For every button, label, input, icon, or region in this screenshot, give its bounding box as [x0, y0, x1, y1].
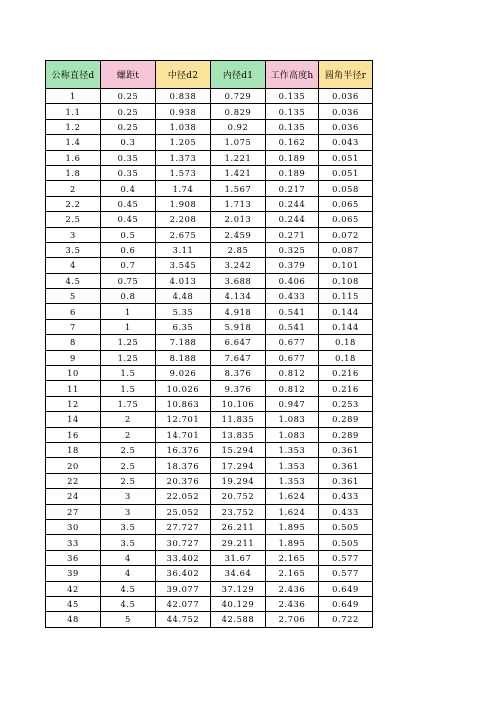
cell-minor-diameter: 3.242 — [211, 258, 266, 273]
cell-working-height: 0.325 — [266, 242, 319, 257]
cell-minor-diameter: 23.752 — [211, 504, 266, 519]
cell-working-height: 0.189 — [266, 165, 319, 180]
table-row — [46, 504, 373, 519]
cell-minor-diameter: 3.688 — [211, 273, 266, 288]
cell-minor-diameter: 8.376 — [211, 366, 266, 381]
table-row — [46, 396, 373, 411]
table-row — [46, 550, 373, 565]
cell-fillet-radius: 0.108 — [319, 273, 373, 288]
table-row — [46, 227, 373, 242]
table-body — [46, 89, 373, 628]
cell-nominal-diameter: 9 — [46, 350, 101, 365]
cell-minor-diameter: 17.294 — [211, 458, 266, 473]
cell-minor-diameter: 1.567 — [211, 181, 266, 196]
cell-pitch: 0.35 — [101, 150, 156, 165]
table-row — [46, 289, 373, 304]
cell-working-height: 1.353 — [266, 442, 319, 457]
cell-pitch-diameter: 4.013 — [156, 273, 211, 288]
cell-minor-diameter: 2.459 — [211, 227, 266, 242]
cell-fillet-radius: 0.577 — [319, 550, 373, 565]
cell-nominal-diameter: 1.4 — [46, 135, 101, 150]
table-row — [46, 89, 373, 104]
cell-fillet-radius: 0.649 — [319, 581, 373, 596]
cell-nominal-diameter: 42 — [46, 581, 101, 596]
cell-fillet-radius: 0.361 — [319, 442, 373, 457]
table-row — [46, 612, 373, 627]
cell-nominal-diameter: 6 — [46, 304, 101, 319]
cell-nominal-diameter: 48 — [46, 612, 101, 627]
cell-pitch-diameter: 1.74 — [156, 181, 211, 196]
cell-working-height: 0.677 — [266, 335, 319, 350]
cell-working-height: 0.812 — [266, 381, 319, 396]
cell-pitch-diameter: 18.376 — [156, 458, 211, 473]
cell-nominal-diameter: 10 — [46, 366, 101, 381]
cell-fillet-radius: 0.722 — [319, 612, 373, 627]
cell-pitch-diameter: 3.545 — [156, 258, 211, 273]
cell-minor-diameter: 4.918 — [211, 304, 266, 319]
cell-pitch-diameter: 14.701 — [156, 427, 211, 442]
cell-pitch: 0.35 — [101, 165, 156, 180]
cell-working-height: 0.812 — [266, 366, 319, 381]
cell-fillet-radius: 0.036 — [319, 89, 373, 104]
table-row — [46, 319, 373, 334]
cell-pitch: 0.25 — [101, 89, 156, 104]
thread-spec-table — [45, 60, 373, 628]
cell-nominal-diameter: 1.6 — [46, 150, 101, 165]
cell-working-height: 0.433 — [266, 289, 319, 304]
cell-fillet-radius: 0.18 — [319, 350, 373, 365]
cell-fillet-radius: 0.043 — [319, 135, 373, 150]
cell-pitch: 1.25 — [101, 335, 156, 350]
cell-working-height: 0.541 — [266, 304, 319, 319]
cell-fillet-radius: 0.065 — [319, 196, 373, 211]
cell-pitch: 0.7 — [101, 258, 156, 273]
cell-pitch: 3 — [101, 489, 156, 504]
cell-fillet-radius: 0.253 — [319, 396, 373, 411]
cell-working-height: 2.165 — [266, 550, 319, 565]
table-row — [46, 196, 373, 211]
table-row — [46, 150, 373, 165]
cell-working-height: 1.624 — [266, 504, 319, 519]
cell-pitch-diameter: 0.938 — [156, 104, 211, 119]
table-row — [46, 596, 373, 611]
cell-working-height: 0.162 — [266, 135, 319, 150]
cell-pitch: 2.5 — [101, 442, 156, 457]
table-row — [46, 119, 373, 134]
cell-nominal-diameter: 20 — [46, 458, 101, 473]
cell-minor-diameter: 5.918 — [211, 319, 266, 334]
cell-nominal-diameter: 2.5 — [46, 212, 101, 227]
cell-working-height: 2.436 — [266, 596, 319, 611]
cell-nominal-diameter: 4 — [46, 258, 101, 273]
cell-minor-diameter: 20.752 — [211, 489, 266, 504]
cell-pitch-diameter: 0.838 — [156, 89, 211, 104]
cell-fillet-radius: 0.101 — [319, 258, 373, 273]
table-row — [46, 273, 373, 288]
header-minor-diameter: 内径d1 — [211, 61, 266, 89]
header-fillet-radius: 圆角半径r — [319, 61, 373, 89]
cell-pitch: 4 — [101, 550, 156, 565]
cell-working-height: 1.083 — [266, 412, 319, 427]
cell-nominal-diameter: 22 — [46, 473, 101, 488]
cell-working-height: 1.083 — [266, 427, 319, 442]
cell-fillet-radius: 0.505 — [319, 519, 373, 534]
cell-minor-diameter: 2.85 — [211, 242, 266, 257]
cell-minor-diameter: 1.421 — [211, 165, 266, 180]
cell-pitch-diameter: 2.208 — [156, 212, 211, 227]
cell-pitch-diameter: 4.48 — [156, 289, 211, 304]
table-row — [46, 242, 373, 257]
cell-fillet-radius: 0.216 — [319, 381, 373, 396]
cell-working-height: 0.947 — [266, 396, 319, 411]
table-row — [46, 412, 373, 427]
table-row — [46, 212, 373, 227]
cell-pitch: 0.6 — [101, 242, 156, 257]
cell-working-height: 0.135 — [266, 119, 319, 134]
cell-pitch-diameter: 1.573 — [156, 165, 211, 180]
table-row — [46, 181, 373, 196]
cell-pitch: 3.5 — [101, 535, 156, 550]
cell-pitch: 5 — [101, 612, 156, 627]
cell-pitch-diameter: 30.727 — [156, 535, 211, 550]
cell-fillet-radius: 0.144 — [319, 304, 373, 319]
cell-minor-diameter: 1.713 — [211, 196, 266, 211]
cell-pitch-diameter: 44.752 — [156, 612, 211, 627]
cell-pitch: 4 — [101, 566, 156, 581]
cell-nominal-diameter: 3 — [46, 227, 101, 242]
cell-nominal-diameter: 4.5 — [46, 273, 101, 288]
cell-minor-diameter: 40.129 — [211, 596, 266, 611]
cell-pitch: 2 — [101, 412, 156, 427]
cell-pitch-diameter: 27.727 — [156, 519, 211, 534]
cell-pitch: 0.25 — [101, 119, 156, 134]
cell-nominal-diameter: 14 — [46, 412, 101, 427]
cell-minor-diameter: 0.729 — [211, 89, 266, 104]
cell-pitch-diameter: 1.908 — [156, 196, 211, 211]
cell-pitch-diameter: 10.026 — [156, 381, 211, 396]
cell-pitch-diameter: 12.701 — [156, 412, 211, 427]
cell-pitch-diameter: 42.077 — [156, 596, 211, 611]
cell-pitch: 0.5 — [101, 227, 156, 242]
cell-minor-diameter: 1.075 — [211, 135, 266, 150]
cell-fillet-radius: 0.505 — [319, 535, 373, 550]
table-row — [46, 427, 373, 442]
cell-pitch: 0.25 — [101, 104, 156, 119]
cell-nominal-diameter: 11 — [46, 381, 101, 396]
cell-nominal-diameter: 39 — [46, 566, 101, 581]
cell-minor-diameter: 6.647 — [211, 335, 266, 350]
cell-fillet-radius: 0.036 — [319, 119, 373, 134]
cell-minor-diameter: 26.211 — [211, 519, 266, 534]
table-row — [46, 135, 373, 150]
table-row — [46, 489, 373, 504]
cell-working-height: 0.135 — [266, 89, 319, 104]
cell-fillet-radius: 0.036 — [319, 104, 373, 119]
cell-minor-diameter: 0.829 — [211, 104, 266, 119]
table-row — [46, 350, 373, 365]
cell-fillet-radius: 0.072 — [319, 227, 373, 242]
cell-minor-diameter: 42.588 — [211, 612, 266, 627]
header-pitch-diameter: 中径d2 — [156, 61, 211, 89]
cell-pitch: 4.5 — [101, 581, 156, 596]
cell-pitch: 1.25 — [101, 350, 156, 365]
cell-working-height: 2.436 — [266, 581, 319, 596]
cell-fillet-radius: 0.087 — [319, 242, 373, 257]
cell-minor-diameter: 1.221 — [211, 150, 266, 165]
cell-working-height: 2.165 — [266, 566, 319, 581]
cell-working-height: 0.217 — [266, 181, 319, 196]
cell-fillet-radius: 0.058 — [319, 181, 373, 196]
cell-pitch: 1.5 — [101, 366, 156, 381]
header-nominal-diameter: 公称直径d — [46, 61, 101, 89]
cell-nominal-diameter: 3.5 — [46, 242, 101, 257]
cell-pitch-diameter: 5.35 — [156, 304, 211, 319]
table-row — [46, 473, 373, 488]
table-row — [46, 258, 373, 273]
cell-working-height: 0.244 — [266, 212, 319, 227]
cell-fillet-radius: 0.18 — [319, 335, 373, 350]
cell-working-height: 0.135 — [266, 104, 319, 119]
cell-fillet-radius: 0.216 — [319, 366, 373, 381]
cell-pitch: 0.8 — [101, 289, 156, 304]
cell-nominal-diameter: 30 — [46, 519, 101, 534]
cell-pitch-diameter: 6.35 — [156, 319, 211, 334]
cell-pitch-diameter: 22.052 — [156, 489, 211, 504]
cell-nominal-diameter: 24 — [46, 489, 101, 504]
table-row — [46, 304, 373, 319]
cell-working-height: 0.271 — [266, 227, 319, 242]
cell-pitch: 1.5 — [101, 381, 156, 396]
cell-pitch-diameter: 9.026 — [156, 366, 211, 381]
cell-pitch: 2 — [101, 427, 156, 442]
table-row — [46, 381, 373, 396]
cell-fillet-radius: 0.433 — [319, 504, 373, 519]
cell-minor-diameter: 37.129 — [211, 581, 266, 596]
cell-nominal-diameter: 1.2 — [46, 119, 101, 134]
cell-pitch: 2.5 — [101, 458, 156, 473]
cell-fillet-radius: 0.361 — [319, 458, 373, 473]
cell-working-height: 0.379 — [266, 258, 319, 273]
cell-nominal-diameter: 45 — [46, 596, 101, 611]
cell-nominal-diameter: 5 — [46, 289, 101, 304]
cell-fillet-radius: 0.289 — [319, 427, 373, 442]
cell-minor-diameter: 15.294 — [211, 442, 266, 457]
cell-nominal-diameter: 8 — [46, 335, 101, 350]
cell-nominal-diameter: 12 — [46, 396, 101, 411]
cell-pitch: 4.5 — [101, 596, 156, 611]
cell-pitch: 3.5 — [101, 519, 156, 534]
cell-pitch-diameter: 1.038 — [156, 119, 211, 134]
cell-minor-diameter: 13.835 — [211, 427, 266, 442]
cell-working-height: 1.353 — [266, 473, 319, 488]
cell-nominal-diameter: 27 — [46, 504, 101, 519]
cell-pitch-diameter: 10.863 — [156, 396, 211, 411]
cell-minor-diameter: 29.211 — [211, 535, 266, 550]
cell-pitch: 1.75 — [101, 396, 156, 411]
table-row — [46, 442, 373, 457]
cell-minor-diameter: 7.647 — [211, 350, 266, 365]
cell-nominal-diameter: 36 — [46, 550, 101, 565]
cell-working-height: 0.244 — [266, 196, 319, 211]
cell-nominal-diameter: 1 — [46, 89, 101, 104]
cell-pitch-diameter: 1.205 — [156, 135, 211, 150]
cell-working-height: 0.677 — [266, 350, 319, 365]
cell-working-height: 0.406 — [266, 273, 319, 288]
cell-pitch: 0.3 — [101, 135, 156, 150]
cell-pitch: 2.5 — [101, 473, 156, 488]
table-row — [46, 366, 373, 381]
cell-pitch: 1 — [101, 319, 156, 334]
cell-working-height: 0.189 — [266, 150, 319, 165]
header-pitch: 螺距t — [101, 61, 156, 89]
cell-nominal-diameter: 33 — [46, 535, 101, 550]
cell-fillet-radius: 0.577 — [319, 566, 373, 581]
cell-working-height: 1.895 — [266, 519, 319, 534]
cell-nominal-diameter: 1.1 — [46, 104, 101, 119]
cell-pitch-diameter: 3.11 — [156, 242, 211, 257]
cell-minor-diameter: 31.67 — [211, 550, 266, 565]
table-row — [46, 519, 373, 534]
cell-pitch-diameter: 33.402 — [156, 550, 211, 565]
cell-fillet-radius: 0.361 — [319, 473, 373, 488]
cell-pitch: 3 — [101, 504, 156, 519]
table-row — [46, 535, 373, 550]
cell-working-height: 0.541 — [266, 319, 319, 334]
header-working-height: 工作高度h — [266, 61, 319, 89]
table-header-row — [46, 61, 373, 89]
cell-minor-diameter: 9.376 — [211, 381, 266, 396]
cell-pitch-diameter: 8.188 — [156, 350, 211, 365]
cell-pitch: 0.45 — [101, 196, 156, 211]
cell-minor-diameter: 34.64 — [211, 566, 266, 581]
table-row — [46, 458, 373, 473]
cell-fillet-radius: 0.115 — [319, 289, 373, 304]
cell-minor-diameter: 0.92 — [211, 119, 266, 134]
cell-fillet-radius: 0.051 — [319, 165, 373, 180]
cell-minor-diameter: 11.835 — [211, 412, 266, 427]
cell-pitch-diameter: 39.077 — [156, 581, 211, 596]
cell-nominal-diameter: 18 — [46, 442, 101, 457]
cell-working-height: 2.706 — [266, 612, 319, 627]
cell-pitch-diameter: 36.402 — [156, 566, 211, 581]
cell-nominal-diameter: 7 — [46, 319, 101, 334]
cell-working-height: 1.353 — [266, 458, 319, 473]
cell-pitch: 1 — [101, 304, 156, 319]
cell-working-height: 1.624 — [266, 489, 319, 504]
cell-nominal-diameter: 1.8 — [46, 165, 101, 180]
cell-pitch: 0.75 — [101, 273, 156, 288]
cell-pitch-diameter: 20.376 — [156, 473, 211, 488]
cell-pitch-diameter: 2.675 — [156, 227, 211, 242]
table-row — [46, 104, 373, 119]
cell-nominal-diameter: 16 — [46, 427, 101, 442]
table-row — [46, 335, 373, 350]
cell-fillet-radius: 0.289 — [319, 412, 373, 427]
table-row — [46, 581, 373, 596]
cell-pitch-diameter: 16.376 — [156, 442, 211, 457]
cell-minor-diameter: 19.294 — [211, 473, 266, 488]
cell-nominal-diameter: 2.2 — [46, 196, 101, 211]
cell-fillet-radius: 0.065 — [319, 212, 373, 227]
cell-minor-diameter: 4.134 — [211, 289, 266, 304]
cell-fillet-radius: 0.051 — [319, 150, 373, 165]
cell-fillet-radius: 0.649 — [319, 596, 373, 611]
cell-working-height: 1.895 — [266, 535, 319, 550]
cell-fillet-radius: 0.433 — [319, 489, 373, 504]
cell-nominal-diameter: 2 — [46, 181, 101, 196]
cell-pitch-diameter: 25.052 — [156, 504, 211, 519]
cell-pitch: 0.45 — [101, 212, 156, 227]
table-row — [46, 566, 373, 581]
cell-minor-diameter: 2.013 — [211, 212, 266, 227]
table-row — [46, 165, 373, 180]
cell-pitch-diameter: 1.373 — [156, 150, 211, 165]
cell-minor-diameter: 10.106 — [211, 396, 266, 411]
cell-fillet-radius: 0.144 — [319, 319, 373, 334]
cell-pitch: 0.4 — [101, 181, 156, 196]
cell-pitch-diameter: 7.188 — [156, 335, 211, 350]
